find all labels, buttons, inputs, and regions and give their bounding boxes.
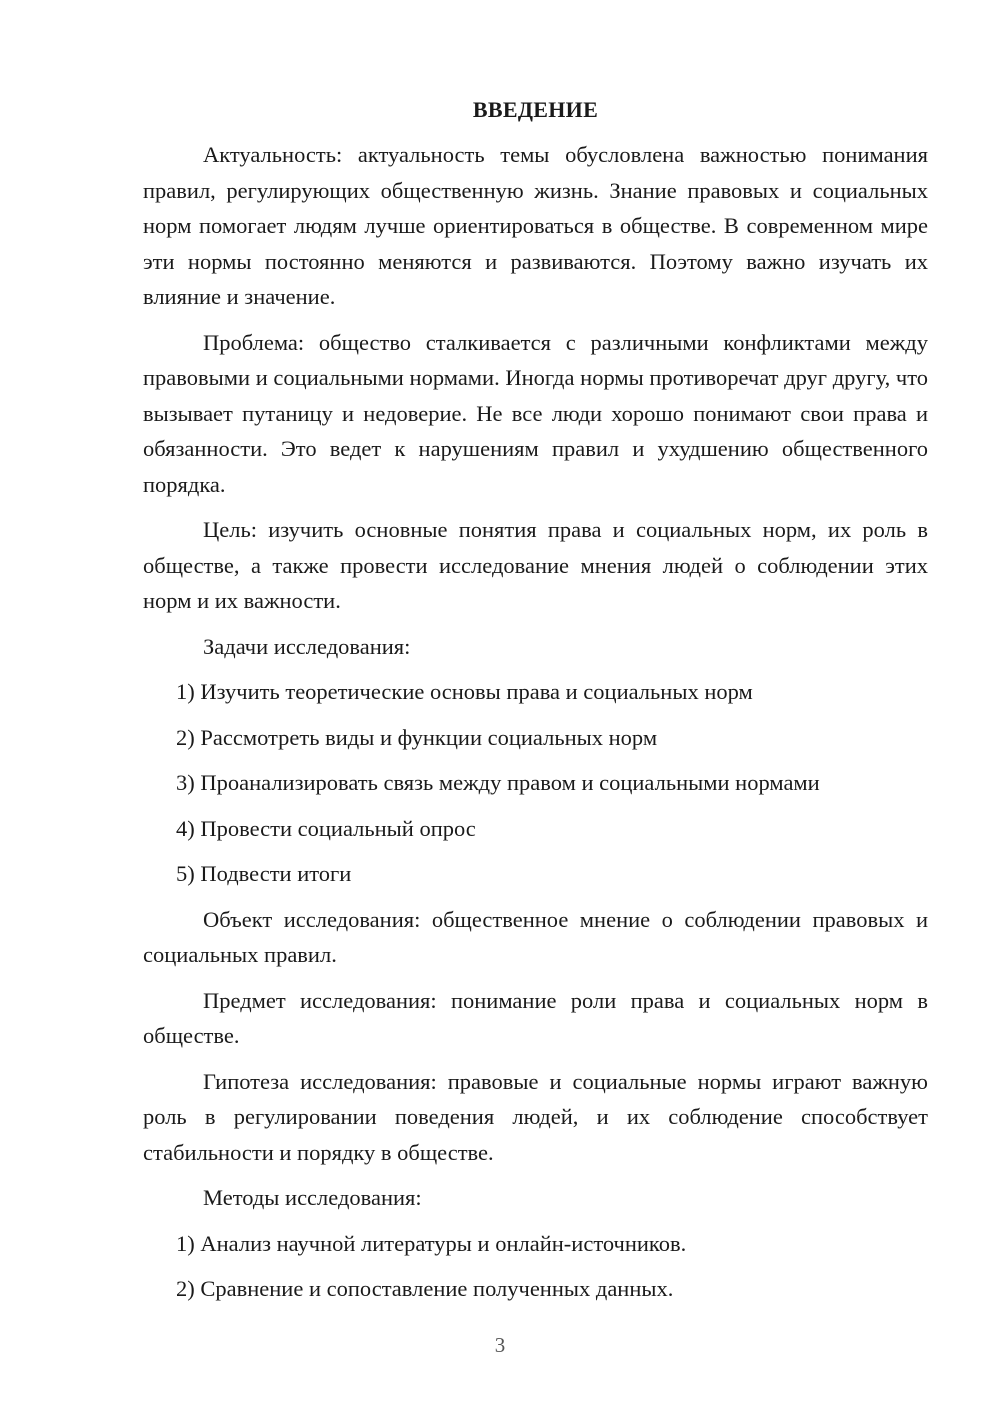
subject-paragraph: Предмет исследования: понимание роли права и социальных норм в обществе. xyxy=(143,987,928,1048)
object-paragraph: Объект исследования: общественное мнение о соблюдении правовых и социальных правил. xyxy=(143,906,928,967)
task-item: 5) Подвести итоги xyxy=(176,861,352,886)
actuality-paragraph: Актуальность: актуальность темы обусловлена важностью понимания правил, регулирующих общественную жизнь. Знание правовых и социальных норм помогает людям лучше ориентироваться в обществе. В современном мире эти нормы постоянно меняются и развиваются. Поэтому важно изучать их влияние и значение. xyxy=(143,142,928,309)
hypothesis-paragraph: Гипотеза исследования: правовые и социальные нормы играют важную роль в регулировании поведения людей, и их соблюдение способствует стабильности и порядку в обществе. xyxy=(143,1068,928,1165)
goal-paragraph: Цель: изучить основные понятия права и социальных норм, их роль в обществе, а также провести исследование мнения людей о соблюдении этих норм и их важности. xyxy=(143,517,928,613)
method-item: 1) Анализ научной литературы и онлайн-источников. xyxy=(176,1230,687,1256)
task-item: 3) Проанализировать связь между правом и социальными нормами xyxy=(176,770,820,795)
tasks-heading: Задачи исследования: xyxy=(203,633,411,659)
task-item: 4) Провести социальный опрос xyxy=(176,815,476,841)
page-title: ВВЕДЕНИЕ xyxy=(472,97,599,122)
document-page xyxy=(143,95,928,1317)
page-number: 3 xyxy=(494,1333,506,1357)
task-item: 2) Рассмотреть виды и функции социальных норм xyxy=(176,724,658,750)
methods-heading: Методы исследования: xyxy=(203,1185,422,1210)
method-item: 2) Сравнение и сопоставление полученных данных. xyxy=(176,1276,674,1301)
problem-paragraph: Проблема: общество сталкивается с различными конфликтами между правовыми и социальными нормами. Иногда нормы противоречат друг другу, что вызывает путаницу и недоверие. Не все люди хорошо понимают свои права и обязанности. Это ведет к нарушениям правил и ухудшению общественного порядка. xyxy=(143,329,928,497)
task-item: 1) Изучить теоретические основы права и социальных норм xyxy=(176,679,753,704)
